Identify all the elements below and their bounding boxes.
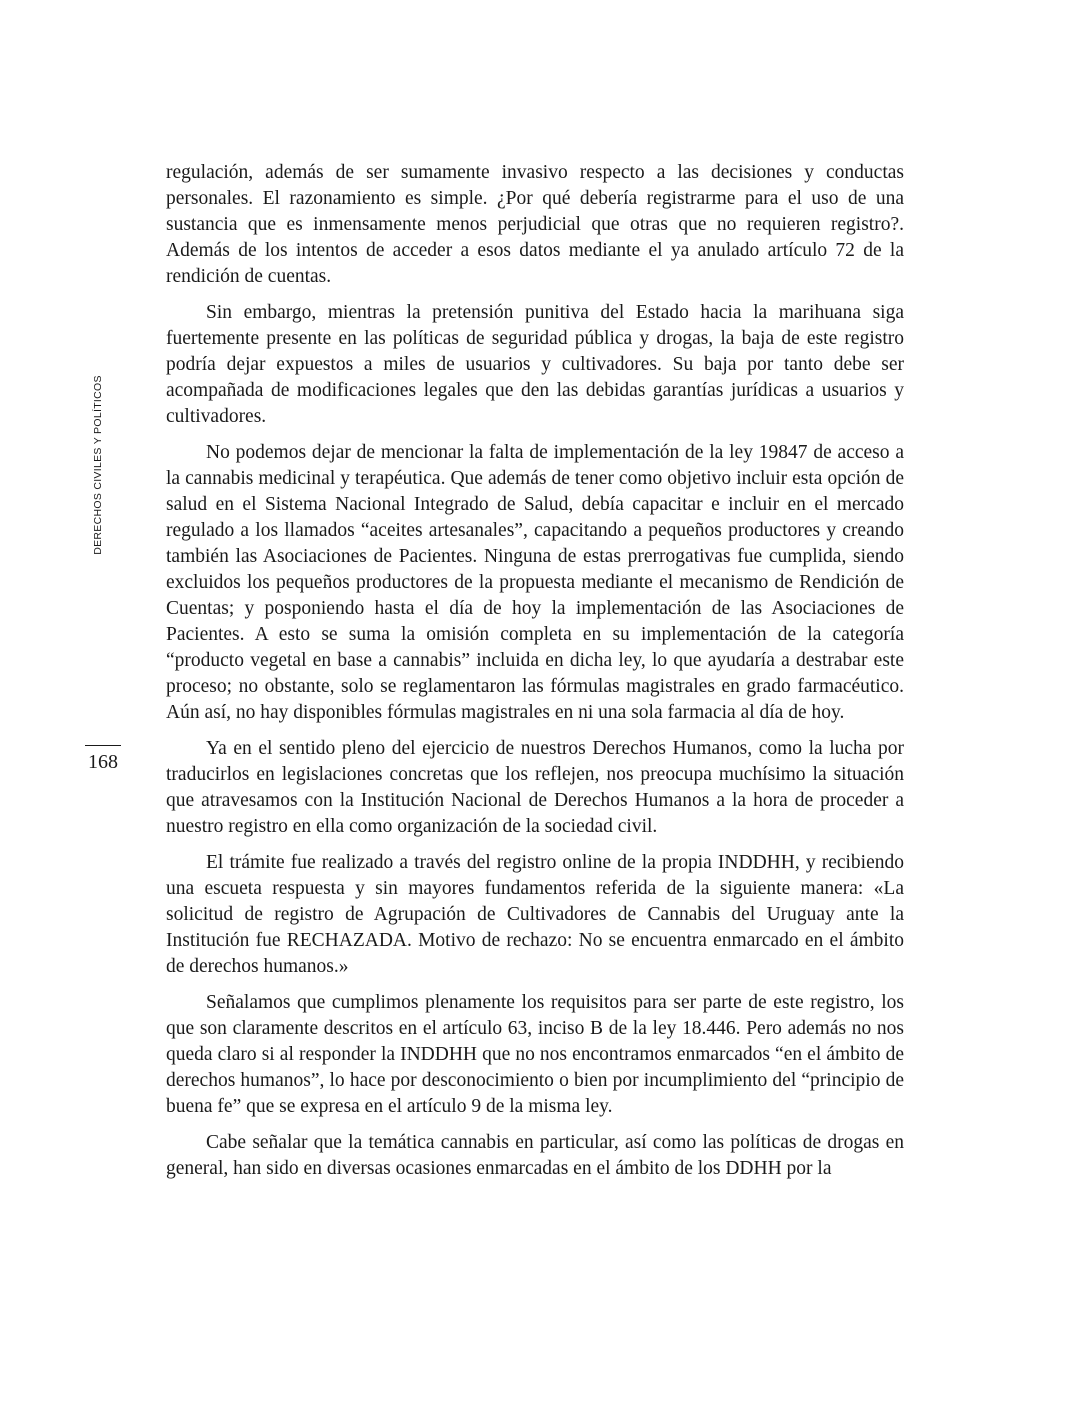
paragraph: Señalamos que cumplimos plenamente los requisitos para ser parte de este registro, los que son claramente descritos en el artículo 63, inciso B de la ley 18.446. Pero además no nos queda claro si al responder la INDDHH que no nos encontramos enmarcados “en el ámbito de derechos humanos”, lo hace por desconocimiento o bien por incumplimiento del “principio de buena fe” que se expresa en el artículo 9 de la misma ley.	[166, 992, 904, 1117]
section-running-head: DERECHOS CIVILES Y POLÍTICOS	[92, 375, 104, 555]
page-number: 168	[88, 751, 118, 773]
paragraph: regulación, además de ser sumamente invasivo respecto a las decisiones y conductas personales. El razonamiento es simple. ¿Por qué debería registrarme para el uso de una sustancia que es inmensamente menos perjudicial que otras que no requieren registro?. Además de los intentos de acceder a esos datos mediante el ya anulado artículo 72 de la rendición de cuentas.	[166, 162, 904, 287]
paragraph: No podemos dejar de mencionar la falta de implementación de la ley 19847 de acceso a la cannabis medicinal y terapéutica. Que además de tener como objetivo incluir esta opción de salud en el Sistema Nacional Integrado de Salud, debía capacitar e incluir en el mercado regulado a los llamados “aceites artesanales”, capacitando a pequeños productores y creando también las Asociaciones de Pacientes. Ninguna de estas prerrogativas fue cumplida, siendo excluidos los pequeños productores de la propuesta mediante el mecanismo de Rendición de Cuentas; y posponiendo hasta el día de hoy la implementación de las Asociaciones de Pacientes. A esto se suma la omisión completa en su implementación de la categoría “producto vegetal en base a cannabis” incluida en dicha ley, lo que ayudaría a destrabar este proceso; no obstante, solo se reglamentaron las fórmulas magistrales en grado farmacéutico. Aún así, no hay disponibles fórmulas magistrales en ni una sola farmacia al día de hoy.	[166, 442, 904, 723]
paragraph: El trámite fue realizado a través del registro online de la propia INDDHH, y recibiendo una escueta respuesta y sin mayores fundamentos referida de la siguiente manera: «La solicitud de registro de Agrupación de Cultivadores de Cannabis del Uruguay ante la Institución fue RECHAZADA. Motivo de rechazo: No se encuentra enmarcado en el ámbito de derechos humanos.»	[166, 852, 904, 977]
paragraph: Sin embargo, mientras la pretensión punitiva del Estado hacia la marihuana siga fuertemente presente en las políticas de seguridad pública y drogas, la baja de este registro podría dejar expuestos a miles de usuarios y cultivadores. Su baja por tanto debe ser acompañada de modificaciones legales que den las debidas garantías jurídicas a usuarios y cultivadores.	[166, 302, 904, 427]
paragraph: Ya en el sentido pleno del ejercicio de nuestros Derechos Humanos, como la lucha por traducirlos en legislaciones concretas que los reflejen, nos preocupa muchísimo la situación que atravesamos con la Institución Nacional de Derechos Humanos a la hora de proceder a nuestro registro en ella como organización de la sociedad civil.	[166, 738, 904, 837]
page-number-rule	[85, 745, 121, 746]
paragraph: Cabe señalar que la temática cannabis en particular, así como las políticas de drogas en general, han sido en diversas ocasiones enmarcadas en el ámbito de los DDHH por la	[166, 1132, 904, 1179]
body-text	[166, 160, 904, 1192]
